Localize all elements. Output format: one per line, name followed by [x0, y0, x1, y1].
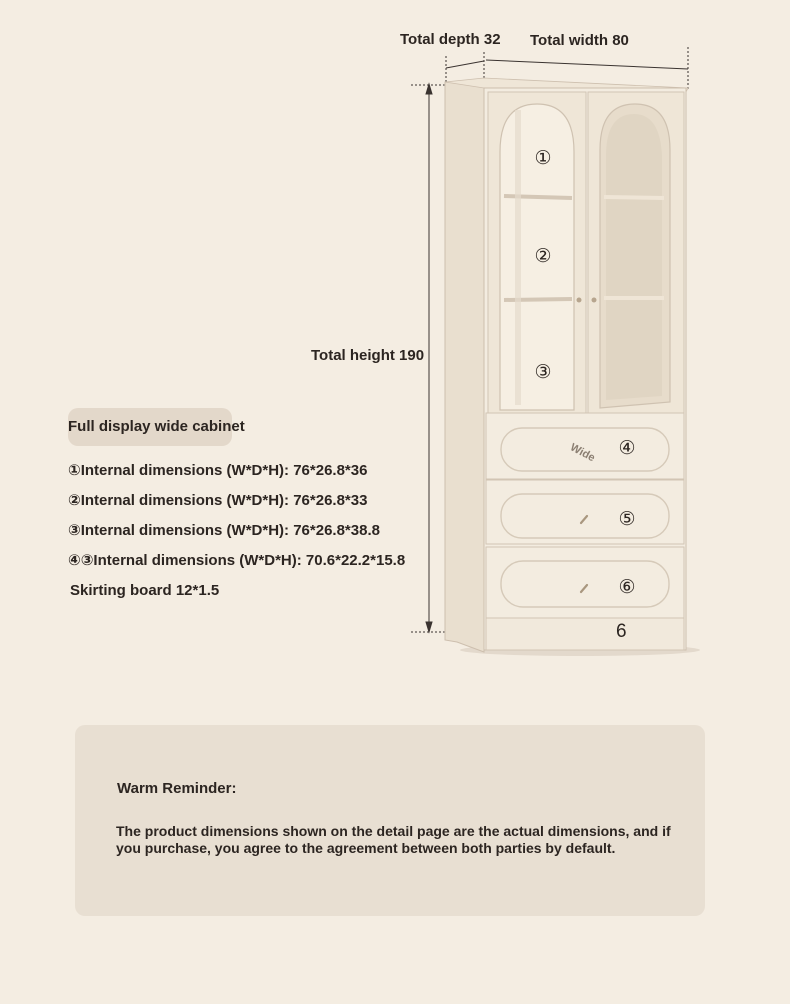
spec-line: ④③Internal dimensions (W*D*H): 70.6*22.2*15.8 [68, 552, 406, 569]
spec-line-skirting: Skirting board 12*1.5 [70, 582, 220, 599]
spec-line: ①Internal dimensions (W*D*H): 76*26.8*36 [68, 462, 368, 479]
cabinet-side-panel [445, 82, 484, 652]
spec-line: ③Internal dimensions (W*D*H): 76*26.8*38.8 [68, 522, 380, 539]
door-knob-right [592, 298, 597, 303]
right-glass-door [588, 92, 684, 414]
cabinet-name-badge [68, 408, 245, 446]
reminder-title: Warm Reminder: [117, 780, 237, 797]
spec-line: ②Internal dimensions (W*D*H): 76*26.8*33 [68, 492, 368, 509]
total-depth-label: Total depth 32 [400, 31, 501, 48]
door-knob-left [577, 298, 582, 303]
total-height-label: Total height 190 [311, 347, 425, 364]
cabinet-illustration [400, 40, 730, 680]
callout-4: ④ [618, 437, 636, 459]
cabinet-name: Full display wide cabinet [68, 418, 245, 435]
drawer-2 [486, 480, 684, 544]
skirting-board [486, 618, 684, 650]
callout-3: ③ [534, 361, 552, 383]
skirting-height-label: 6 [616, 621, 627, 642]
total-width-label: Total width 80 [530, 32, 629, 49]
callout-5: ⑤ [618, 508, 636, 530]
callout-2: ② [534, 245, 552, 267]
drawer-1 [486, 413, 684, 479]
drawer-3 [486, 547, 684, 618]
drawer-engraving-text: Wide [568, 441, 597, 465]
reminder-body: The product dimensions shown on the detail page are the actual dimensions, and if you purchase, you agree to the agreement between both parties by default. [116, 823, 671, 856]
warm-reminder-panel [75, 725, 705, 916]
callout-6: ⑥ [618, 576, 636, 598]
callout-1: ① [534, 147, 552, 169]
